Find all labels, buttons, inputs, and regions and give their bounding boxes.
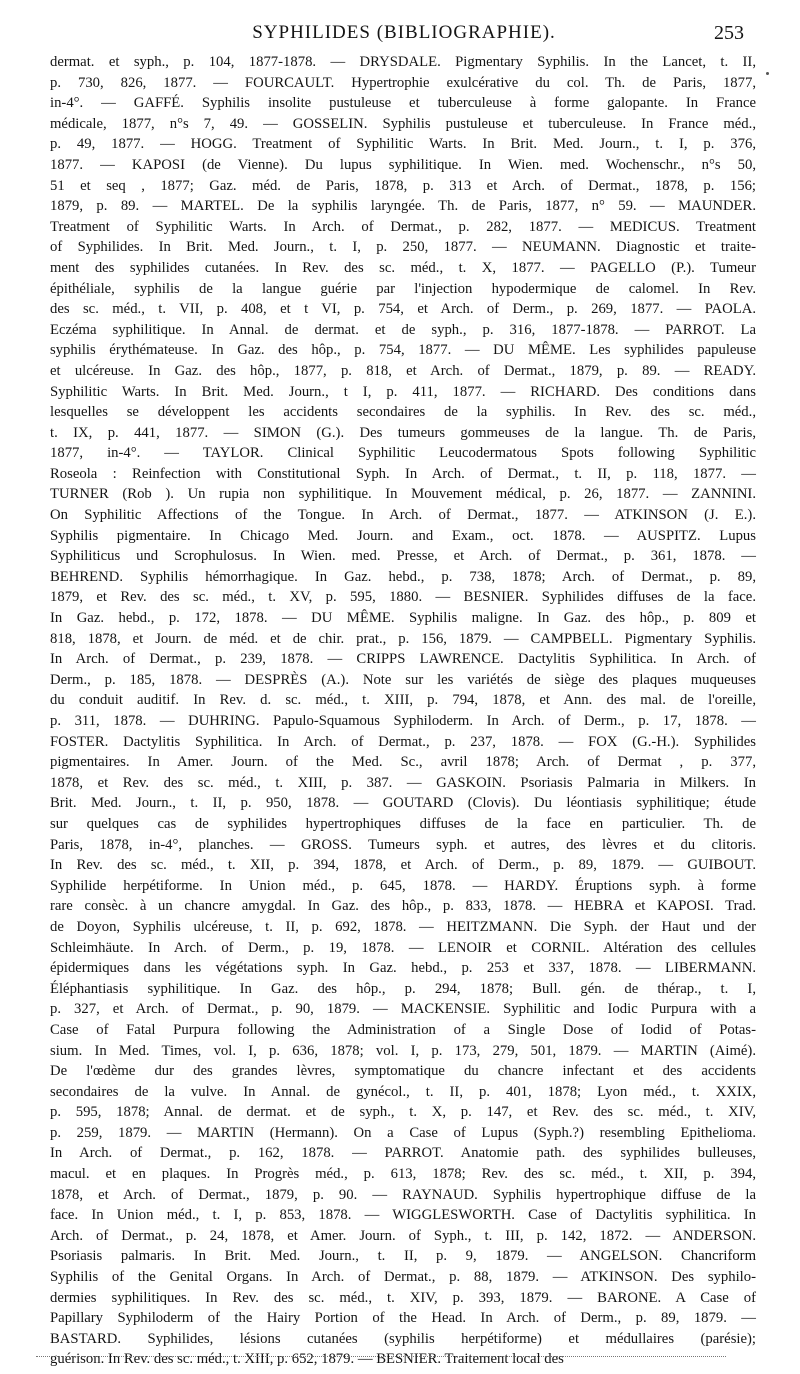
text-line: et ulcéreuse. In Gaz. des hôp., 1877, p. 818, et Arch. of Dermat., 1879, p. 89. — READY. (50, 362, 756, 379)
text-line: 1877. — KAPOSI (de Vienne). Du lupus syphilitique. In Wien. med. Wochenschr., n°s 50, (50, 156, 756, 173)
text-line: BASTARD. Syphilides, lésions cutanées (syphilis herpétiforme) et médullaires (parésie); (50, 1330, 756, 1347)
text-line: In Gaz. hebd., p. 172, 1878. — DU MÊME. Syphilis maligne. In Gaz. des hôp., p. 809 et (50, 610, 756, 627)
text-line: ment des syphilides cutanées. In Rev. des sc. méd., t. X, 1877. — PAGELLO (P.). Tumeur (50, 259, 756, 276)
text-line: TURNER (Rob ). Un rupia non syphilitique. In Mouvement médical, p. 26, 1877. — ZANNINI. (50, 486, 756, 503)
text-line: Syphilis pigmentaire. In Chicago Med. Journ. and Exam., oct. 1878. — AUSPITZ. Lupus (50, 527, 756, 544)
text-line: In Arch. of Dermat., p. 239, 1878. — CRIPPS LAWRENCE. Dactylitis Syphilitica. In Arch. of (50, 651, 756, 668)
text-line: 1879, p. 89. — MARTEL. De la syphilis laryngée. Th. de Paris, 1877, n° 59. — MAUNDER. (50, 198, 756, 215)
text-line: 1879, et Rev. des sc. méd., t. XV, p. 595, 1880. — BESNIER. Syphilides diffuses de la face. (50, 589, 756, 606)
text-line: Psoriasis palmaris. In Brit. Med. Journ., t. II, p. 9, 1879. — ANGELSON. Chancriform (50, 1248, 756, 1265)
text-line: in-4°. — GAFFÉ. Syphilis insolite pustuleuse et tuberculeuse à forme galopante. In France (50, 95, 756, 112)
bibliography-text (50, 52, 756, 1370)
text-line: FOSTER. Dactylitis Syphilitica. In Arch. of Dermat., p. 237, 1878. — FOX (G.-H.). Syphilides (50, 733, 756, 750)
text-line: De l'œdème dur des grandes lèvres, symptomatique du chancre infectant et des accidents (50, 1063, 756, 1080)
text-line: lesquelles se développent les accidents secondaires de la syphilis. In Rev. des sc. méd., (50, 404, 756, 421)
text-line: épidermiques dans les végétations syph. In Gaz. hebd., p. 253 et 337, 1878. — LIBERMANN. (50, 960, 756, 977)
footer-dotted-rule (36, 1356, 726, 1357)
text-line: p. 311, 1878. — DUHRING. Papulo-Squamous Syphiloderm. In Arch. of Derm., p. 17, 1878. — (50, 713, 756, 729)
text-line: sium. In Med. Times, vol. I, p. 636, 1878; vol. I, p. 173, 279, 501, 1879. — MARTIN (Aimé). (50, 1042, 756, 1059)
text-line: Treatment of Syphilitic Warts. In Arch. of Dermat., p. 282, 1877. — MEDICUS. Treatment (50, 218, 756, 235)
text-line: 1877, in-4°. — TAYLOR. Clinical Syphilitic Leucodermatous Spots following Syphilitic (50, 445, 756, 462)
text-line: guérison. In Rev. des sc. méd., t. XIII, p. 652, 1879. — BESNIER. Traitement local des (50, 1351, 564, 1368)
text-line: p. 327, et Arch. of Dermat., p. 90, 1879. — MACKENSIE. Syphilitic and Iodic Purpura with a (50, 1001, 756, 1018)
text-line: de Doyon, Syphilis ulcéreuse, t. II, p. 692, 1878. — HEITZMANN. Die Syph. der Haut und der (50, 918, 756, 935)
text-line: Syphilis of the Genital Organs. In Arch. of Dermat., p. 88, 1879. — ATKINSON. Des syphilo- (50, 1269, 756, 1286)
text-line: Papillary Syphiloderm of the Hairy Portion of the Head. In Arch. of Derm., p. 89, 1879. — (50, 1310, 756, 1327)
text-line: dermies syphilitiques. In Rev. des sc. méd., t. XIV, p. 393, 1879. — BARONE. A Case of (50, 1289, 756, 1306)
margin-speck (766, 72, 769, 75)
running-head (58, 16, 750, 50)
text-line: p. 730, 826, 1877. — FOURCAULT. Hypertrophie exulcérative du col. Th. de Paris, 1877, (50, 74, 756, 91)
text-line: secondaires de la vulve. In Annal. de gynécol., t. II, p. 401, 1878; Lyon méd., t. XXIX, (50, 1083, 756, 1100)
text-line: rare consèc. à un chancre amygdal. In Gaz. des hôp., p. 833, 1878. — HEBRA et KAPOSI. Trad. (50, 898, 756, 915)
text-line: face. In Union méd., t. I, p. 853, 1878. — WIGGLESWORTH. Case of Dactylitis syphilitica. In (50, 1207, 756, 1224)
text-line: t. IX, p. 441, 1877. — SIMON (G.). Des tumeurs gommeuses de la langue. Th. de Paris, (50, 424, 756, 441)
text-line: 51 et seq , 1877; Gaz. méd. de Paris, 1878, p. 313 et Arch. of Dermat., 1878, p. 156; (50, 177, 756, 194)
text-line: dermat. et syph., p. 104, 1877-1878. — DRYSDALE. Pigmentary Syphilis. In the Lancet, t. II, (50, 54, 756, 70)
text-line: Case of Fatal Purpura following the Administration of a Single Dose of Iodid of Potas- (50, 1021, 756, 1038)
running-title: SYPHILIDES (BIBLIOGRAPHIE). (252, 22, 556, 43)
text-line: du conduit auditif. In Rev. d. sc. méd., t. XIII, p. 794, 1878, et Ann. des mal. de l'oreille, (50, 692, 756, 709)
text-line: In Rev. des sc. méd., t. XII, p. 394, 1878, et Arch. of Derm., p. 89, 1879. — GUIBOUT. (50, 857, 756, 874)
text-line: 818, 1878, et Journ. de méd. et de chir. prat., p. 156, 1879. — CAMPBELL. Pigmentary Syphilis. (50, 630, 756, 647)
text-line: In Arch. of Dermat., p. 162, 1878. — PARROT. Anatomie path. des syphilides bulleuses, (50, 1145, 756, 1162)
text-line: of Syphilides. In Brit. Med. Journ., t. I, p. 250, 1877. — NEUMANN. Diagnostic et traite- (50, 239, 756, 256)
text-line: Arch. of Dermat., p. 24, 1878, et Amer. Journ. of Syph., t. III, p. 142, 1872. — ANDERSON. (50, 1227, 756, 1244)
text-line: p. 259, 1879. — MARTIN (Hermann). On a Case of Lupus (Syph.?) resembling Epithelioma. (50, 1124, 756, 1141)
text-line: Syphilide herpétiforme. In Union méd., p. 645, 1878. — HARDY. Éruptions syph. à forme (50, 877, 756, 894)
text-line: Derm., p. 185, 1878. — DESPRÈS (A.). Note sur les variétés de siège des plaques muqueuses (50, 671, 756, 688)
text-line: médicale, 1877, n°s 7, 49. — GOSSELIN. Syphilis pustuleuse et tuberculeuse. In France méd., (50, 115, 756, 132)
text-line: sur quelques cas de syphilides hypertrophiques diffuses de la face en particulier. Th. de (50, 815, 756, 832)
text-line: Eczéma syphilitique. In Annal. de dermat. et de syph., p. 316, 1877-1878. — PARROT. La (50, 321, 756, 338)
text-line: des sc. méd., t. VII, p. 408, et t VI, p. 754, et Arch. of Derm., p. 269, 1877. — PAOLA. (50, 301, 756, 318)
text-line: Roseola : Reinfection with Constitutional Syph. In Arch. of Dermat., t. II, p. 118, 1877. — (50, 465, 756, 482)
text-line: Éléphantiasis syphilitique. In Gaz. des hôp., p. 294, 1878; Bull. gén. de thérap., t. I, (50, 980, 756, 997)
text-line: On Syphilitic Affections of the Tongue. In Arch. of Dermat., 1877. — ATKINSON (J. E.). (50, 507, 756, 524)
text-line: p. 49, 1877. — HOGG. Treatment of Syphilitic Warts. In Brit. Med. Journ., t. I, p. 376, (50, 136, 756, 153)
page-number: 253 (714, 22, 744, 44)
text-line: épithéliale, syphilis de la langue guérie par l'injection hypodermique de calomel. In Rev. (50, 280, 756, 297)
text-line: 1878, et Arch. of Dermat., 1879, p. 90. — RAYNAUD. Syphilis hypertrophique diffuse de la (50, 1186, 756, 1203)
text-line: macul. et en plaques. In Progrès méd., p. 613, 1878; Rev. des sc. méd., t. XII, p. 394, (50, 1166, 756, 1183)
text-line: Paris, 1878, in-4°, planches. — GROSS. Tumeurs syph. et autres, des lèvres et du clitoris. (50, 836, 756, 853)
text-line: syphilis érythémateuse. In Gaz. des hôp., p. 754, 1877. — DU MÊME. Les syphilides papuleuse (50, 342, 756, 359)
text-line: Syphiliticus und Scrophulosus. In Wien. med. Presse, et Arch. of Dermat., p. 361, 1878. — (50, 548, 756, 565)
text-line: Schleimhäute. In Arch. of Derm., p. 19, 1878. — LENOIR et CORNIL. Altération des cellules (50, 939, 756, 956)
text-line: pigmentaires. In Amer. Journ. of the Med. Sc., avril 1878; Arch. of Dermat , p. 377, (50, 754, 756, 771)
text-line: Syphilitic Warts. In Brit. Med. Journ., t I, p. 411, 1877. — RICHARD. Des conditions dans (50, 383, 756, 400)
text-line: 1878, et Rev. des sc. méd., t. XIII, p. 387. — GASKOIN. Psoriasis Palmaria in Milkers. In (50, 774, 756, 791)
text-line: Brit. Med. Journ., t. II, p. 950, 1878. — GOUTARD (Clovis). Du léontiasis syphilitique; étude (50, 795, 756, 812)
text-line: p. 595, 1878; Annal. de dermat. et de syph., t. X, p. 147, et Rev. des sc. méd., t. XIV, (50, 1104, 756, 1121)
text-line: BEHREND. Syphilis hémorrhagique. In Gaz. hebd., p. 738, 1878; Arch. of Dermat., p. 89, (50, 568, 756, 585)
